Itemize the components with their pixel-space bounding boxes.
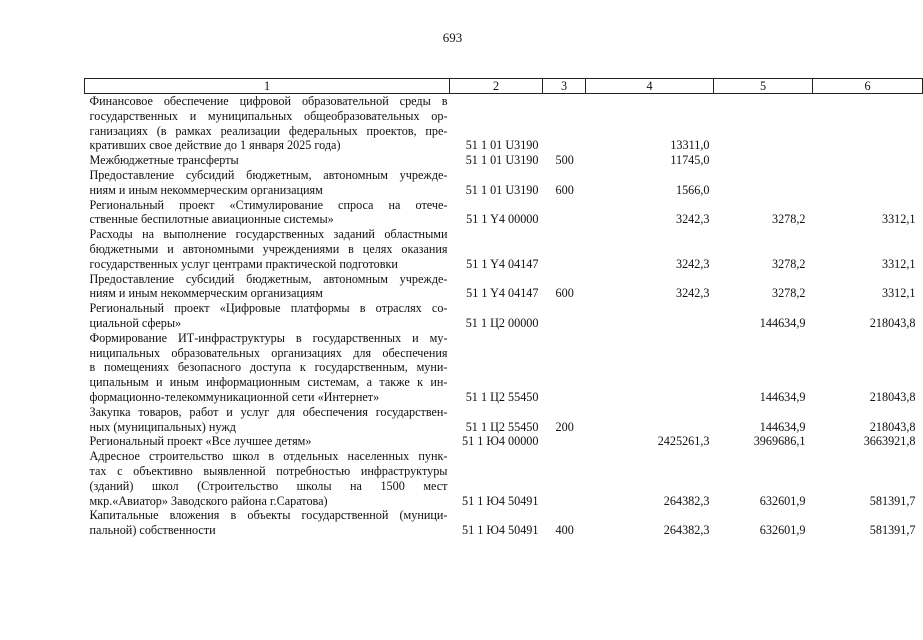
row-sum-year-2: 144634,9: [759, 419, 806, 434]
row-sum-year-1: 2425261,3: [657, 434, 710, 449]
table-row: [85, 272, 923, 302]
row-name-line: Финансовое обеспечение цифровой образовательной среды в: [89, 94, 448, 108]
row-expense-type: 400: [555, 523, 574, 538]
row-sum-year-3: 218043,8: [869, 389, 916, 404]
table-row: [85, 227, 923, 271]
row-name-line: Региональный проект «Стимулирование спроса на отече-: [89, 197, 448, 212]
row-sum-year-3: 581391,7: [869, 493, 916, 508]
row-name-line: ных (муниципальных) нужд: [89, 419, 236, 434]
row-sum-year-1: 13311,0: [670, 138, 710, 153]
row-sum-year-2: 3278,2: [771, 256, 806, 271]
row-csr-code: 51 1 01 U3190: [465, 182, 539, 197]
table-row: [85, 94, 923, 154]
row-csr-code: 51 1 Ю4 50491: [461, 523, 539, 538]
row-sum-year-3: 3663921,8: [863, 434, 916, 449]
row-sum-year-1: 11745,0: [670, 153, 710, 168]
row-name-line: формационно-телекоммуникационной сети «Интернет»: [89, 389, 380, 404]
row-csr-code: 51 1 Y4 00000: [466, 212, 539, 227]
row-sum-year-2: [714, 168, 813, 198]
row-name-line: Предоставление субсидий бюджетным, автономным учрежде-: [89, 167, 448, 182]
column-header-1: 1: [85, 79, 450, 94]
page-number: 693: [442, 30, 463, 45]
row-sum-year-1: [586, 405, 714, 435]
row-name-line: в помещениях безопасного доступа к государственным, муни-: [89, 360, 448, 375]
row-name: [85, 449, 450, 508]
table-row: [85, 168, 923, 198]
row-sum-year-1: 264382,3: [663, 493, 710, 508]
table-body: [85, 94, 923, 538]
column-header-2: 2: [450, 79, 543, 94]
row-name-line: циальной сферы»: [89, 315, 182, 330]
row-name-line: Формирование ИТ-инфраструктуры в государственных и му-: [89, 330, 448, 345]
row-expense-type: [543, 301, 586, 331]
table-row: [85, 153, 923, 168]
row-name-line: ниям и иным некоммерческим организациям: [89, 182, 323, 197]
row-expense-type: [543, 434, 586, 449]
row-expense-type: 500: [555, 153, 574, 168]
row-name-line: Межбюджетные трансферты: [89, 153, 239, 168]
row-name: [85, 272, 450, 302]
row-expense-type: [543, 94, 586, 154]
table-row: [85, 508, 923, 538]
row-name-line: ниям и иным некоммерческим организациям: [89, 286, 323, 301]
row-sum-year-2: 3969686,1: [753, 434, 806, 449]
row-csr-code: 51 1 Ц2 55450: [465, 419, 539, 434]
row-expense-type: [543, 449, 586, 508]
row-name-line: Региональный проект «Цифровые платформы в отраслях со-: [89, 301, 448, 316]
row-expense-type: 600: [555, 286, 574, 301]
table-row: [85, 301, 923, 331]
row-name: [85, 153, 450, 168]
table-row: [85, 198, 923, 228]
budget-table: [84, 78, 923, 538]
row-sum-year-1: 1566,0: [675, 182, 710, 197]
row-name: [85, 301, 450, 331]
row-name-line: ганизациях (в рамках реализации федеральных проектов, пре-: [89, 123, 448, 138]
row-name: [85, 331, 450, 405]
row-name-line: Предоставление субсидий бюджетным, автономным учрежде-: [89, 271, 448, 286]
row-sum-year-3: 218043,8: [869, 315, 916, 330]
row-name-line: тах с объективно выявленной потребностью инфраструктуры: [89, 463, 448, 478]
table-row: [85, 449, 923, 508]
row-expense-type: 600: [555, 182, 574, 197]
row-sum-year-1: 3242,3: [675, 286, 710, 301]
row-sum-year-2: 632601,9: [759, 493, 806, 508]
row-sum-year-1: [586, 301, 714, 331]
row-name-line: ственные беспилотные авиационные системы»: [89, 212, 334, 227]
row-sum-year-3: [813, 153, 923, 168]
row-csr-code: 51 1 01 U3190: [465, 138, 539, 153]
row-sum-year-3: 3312,1: [881, 286, 916, 301]
row-sum-year-3: [813, 168, 923, 198]
row-name-line: государственных услуг центрами практической подготовки: [89, 256, 398, 271]
column-header-5: 5: [714, 79, 813, 94]
row-csr-code: 51 1 Ц2 00000: [465, 315, 539, 330]
row-sum-year-2: [714, 153, 813, 168]
row-expense-type: [543, 331, 586, 405]
row-sum-year-3: 581391,7: [869, 523, 916, 538]
row-name-line: Капитальные вложения в объекты государственной (муници-: [89, 508, 448, 523]
row-name: [85, 227, 450, 271]
row-sum-year-2: 3278,2: [771, 286, 806, 301]
column-header-4: 4: [586, 79, 714, 94]
row-sum-year-2: 144634,9: [759, 315, 806, 330]
row-sum-year-2: 632601,9: [759, 523, 806, 538]
row-name-line: кративших свое действие до 1 января 2025 года): [89, 138, 341, 153]
row-sum-year-2: [714, 94, 813, 154]
row-sum-year-1: 3242,3: [675, 212, 710, 227]
row-sum-year-2: 144634,9: [759, 389, 806, 404]
row-name-line: ципальным и иным информационным системам, а также к ин-: [89, 375, 448, 390]
row-csr-code: 51 1 Ц2 55450: [465, 389, 539, 404]
row-name: [85, 508, 450, 538]
row-name-line: пальной) собственности: [89, 523, 216, 538]
row-csr-code: 51 1 Y4 04147: [466, 256, 539, 271]
table-row: [85, 434, 923, 449]
row-expense-type: [543, 227, 586, 271]
row-csr-code: 51 1 Ю4 50491: [461, 493, 539, 508]
row-sum-year-3: 3312,1: [881, 212, 916, 227]
column-header-3: 3: [543, 79, 586, 94]
row-name: [85, 405, 450, 435]
row-name-line: Региональный проект «Все лучшее детям»: [89, 434, 312, 449]
row-name-line: бюджетными и автономными учреждениями в целях оказания: [89, 241, 448, 256]
row-name-line: мкр.«Авиатор» Заводского района г.Саратова): [89, 493, 328, 508]
row-sum-year-1: 264382,3: [663, 523, 710, 538]
row-sum-year-3: 3312,1: [881, 256, 916, 271]
row-csr-code: 51 1 Ю4 00000: [461, 434, 539, 449]
table-row: [85, 331, 923, 405]
row-name: [85, 434, 450, 449]
row-sum-year-1: 3242,3: [675, 256, 710, 271]
table-row: [85, 405, 923, 435]
row-expense-type: [543, 198, 586, 228]
row-name-line: Адресное строительство школ в отдельных населенных пунк-: [89, 449, 448, 464]
row-name-line: (зданий) школ (Строительство школы на 1500 мест: [89, 478, 448, 493]
table-header: [85, 79, 923, 94]
row-expense-type: 200: [555, 419, 574, 434]
row-csr-code: 51 1 Y4 04147: [466, 286, 539, 301]
row-name-line: государственных и муниципальных общеобразовательных ор-: [89, 108, 448, 123]
row-name: [85, 94, 450, 154]
row-name-line: Закупка товаров, работ и услуг для обеспечения государствен-: [89, 404, 448, 419]
row-csr-code: 51 1 01 U3190: [465, 153, 539, 168]
row-name: [85, 168, 450, 198]
row-sum-year-3: [813, 94, 923, 154]
row-sum-year-2: 3278,2: [771, 212, 806, 227]
row-name: [85, 198, 450, 228]
row-name-line: Расходы на выполнение государственных заданий областными: [89, 227, 448, 242]
row-sum-year-3: 218043,8: [869, 419, 916, 434]
row-sum-year-1: [586, 331, 714, 405]
row-name-line: ниципальных образовательных организациях для обеспечения: [89, 345, 448, 360]
column-header-6: 6: [813, 79, 923, 94]
